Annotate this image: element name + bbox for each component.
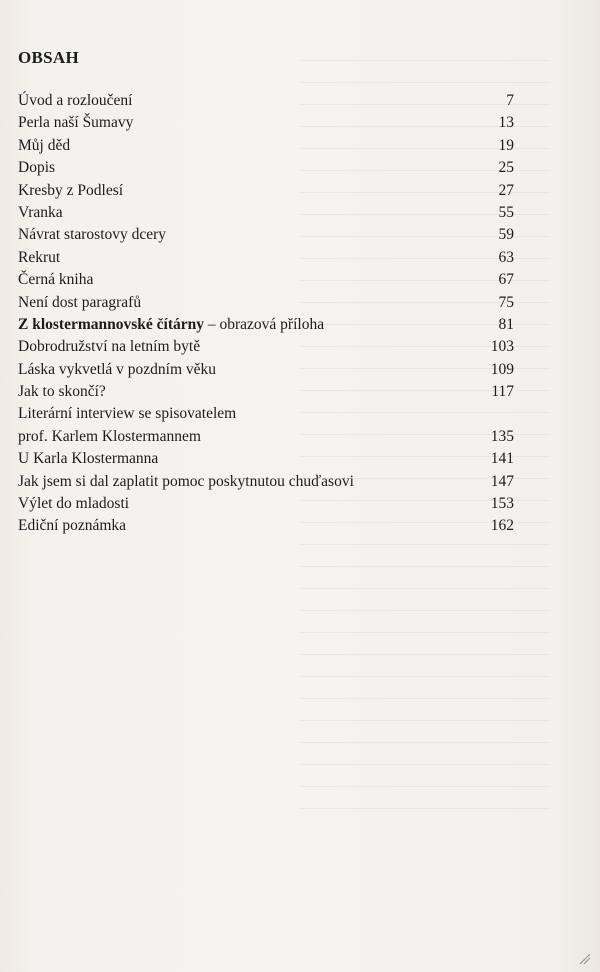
- toc-entry-uvod: [18, 90, 514, 112]
- toc-entry-page: 25: [498, 159, 514, 177]
- toc-entry-page: 103: [490, 338, 514, 356]
- toc-entry-title: prof. Karlem Klostermannem: [18, 427, 201, 445]
- toc-entry-page: 55: [498, 203, 514, 221]
- toc-entry-title: Úvod a rozloučení: [18, 92, 133, 109]
- toc-entry-edicni: [18, 515, 514, 537]
- toc-entry-title-rest: – obrazová příloha: [204, 315, 325, 333]
- toc-entry-perla: [18, 112, 514, 134]
- toc-entry-page: 117: [491, 383, 514, 401]
- toc-entry-muj-ded: [18, 135, 514, 157]
- table-of-contents: [18, 90, 514, 538]
- toc-entry-title: Není dost paragrafů: [18, 293, 142, 311]
- toc-entry-page: 63: [498, 248, 514, 266]
- toc-entry-title: Výlet do mladosti: [18, 495, 130, 513]
- toc-entry-citarna: [18, 314, 514, 336]
- toc-entry-dopis: [18, 157, 514, 179]
- toc-entry-page: 13: [498, 114, 514, 132]
- toc-entry-navrat: [18, 224, 514, 246]
- toc-entry-page: 7: [506, 92, 514, 109]
- toc-entry-title: U Karla Klostermanna: [18, 450, 159, 468]
- toc-entry-page: 27: [498, 181, 514, 199]
- toc-entry-title: Jak jsem si dal zaplatit pomoc poskytnutou chuďasovi: [18, 472, 354, 490]
- toc-entry-jak-to-skonci: [18, 381, 514, 403]
- toc-entry-title: Ediční poznámka: [18, 517, 127, 535]
- toc-entry-title: Návrat starostovy dcery: [18, 226, 167, 244]
- toc-entry-title: Rekrut: [18, 248, 61, 266]
- toc-entry-paragrafu: [18, 292, 514, 314]
- toc-entry-page: 19: [498, 136, 514, 154]
- toc-entry-title: Černá kniha: [18, 271, 94, 289]
- toc-entry-page: 59: [498, 226, 514, 244]
- toc-entry-page: 162: [490, 517, 514, 535]
- toc-entry-dobrodruzstvi: [18, 336, 514, 358]
- toc-entry-interview-line1: [18, 403, 514, 425]
- toc-entry-title: Láska vykvetlá v pozdním věku: [18, 360, 217, 378]
- toc-entry-vranka: [18, 202, 514, 224]
- toc-entry-laska: [18, 359, 514, 381]
- toc-entry-kresby: [18, 180, 514, 202]
- toc-entry-title: Kresby z Podlesí: [18, 181, 124, 199]
- toc-entry-title: Dobrodružství na letním bytě: [18, 338, 201, 356]
- toc-entry-interview-line2: [18, 426, 514, 448]
- toc-entry-page: 135: [490, 427, 514, 445]
- toc-entry-title: Literární interview se spisovatelem: [18, 405, 237, 423]
- toc-entry-title: Vranka: [18, 203, 63, 221]
- toc-entry-title: Jak to skončí?: [18, 383, 106, 401]
- toc-entry-u-karla: [18, 448, 514, 470]
- toc-entry-page: 67: [498, 271, 514, 289]
- toc-entry-rekrut: [18, 247, 514, 269]
- toc-entry-page: 153: [490, 495, 514, 513]
- contents-heading: OBSAH: [18, 48, 80, 67]
- toc-entry-title: Perla naší Šumavy: [18, 114, 134, 132]
- toc-entry-page: 147: [490, 472, 514, 490]
- toc-entry-vylet: [18, 493, 514, 515]
- toc-entry-title: Můj děd: [18, 136, 71, 154]
- toc-entry-page: 109: [490, 360, 514, 378]
- toc-entry-title-bold: Z klostermannovské čítárny: [18, 315, 204, 333]
- toc-entry-chudasovi: [18, 471, 514, 493]
- toc-entry-cerna-kniha: [18, 269, 514, 291]
- toc-entry-page: 81: [498, 315, 514, 333]
- corner-mark-icon: [578, 952, 592, 966]
- toc-entry-page: 141: [490, 450, 514, 468]
- toc-entry-page: 75: [498, 293, 514, 311]
- toc-entry-title: [18, 314, 484, 336]
- toc-entry-title: Dopis: [18, 159, 56, 177]
